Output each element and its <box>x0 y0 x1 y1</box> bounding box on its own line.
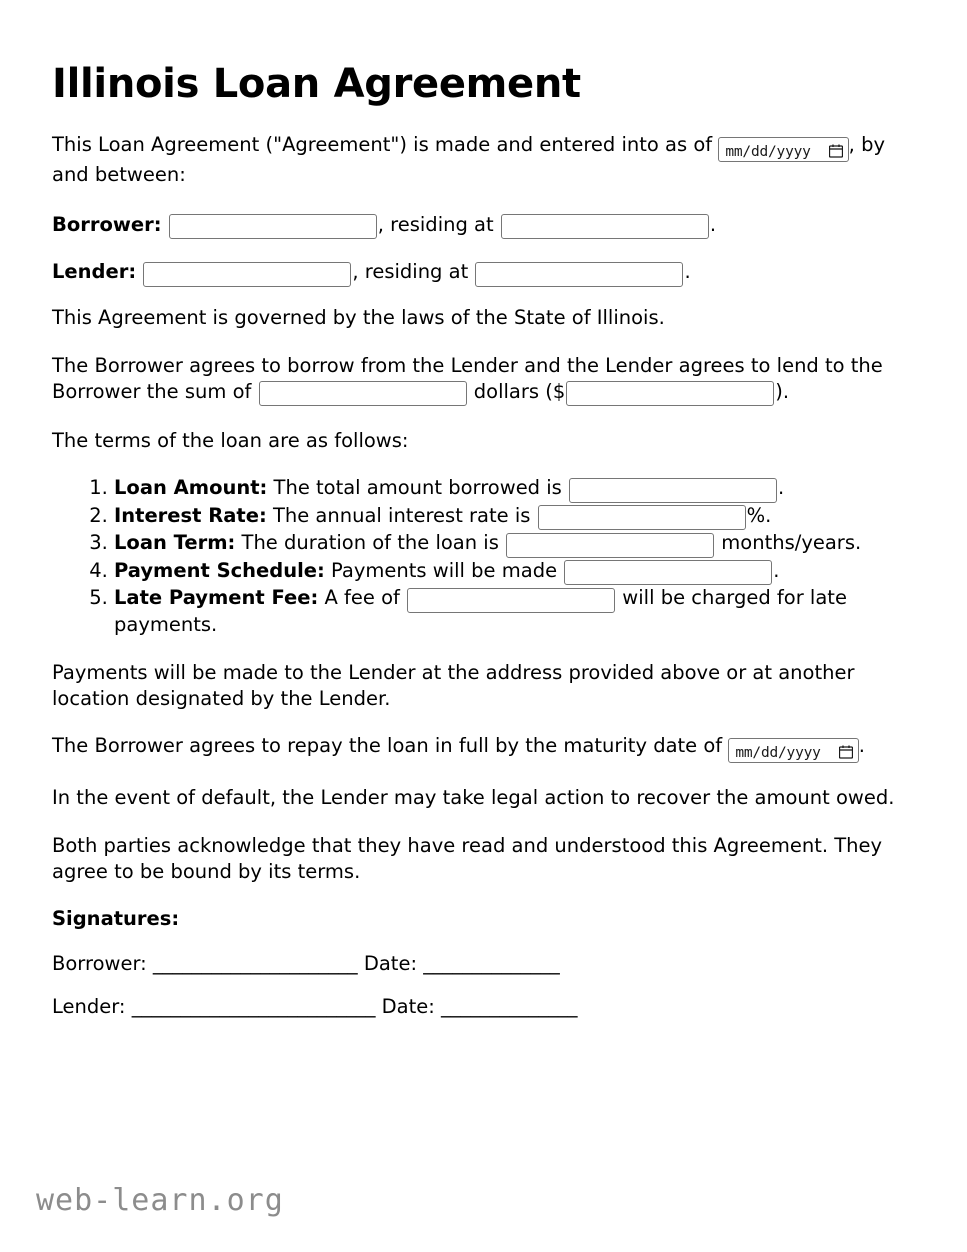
signature-lender-label: Lender: <box>52 995 132 1019</box>
list-item <box>114 504 915 531</box>
signature-borrower-date-line[interactable]: ______________ <box>423 952 560 976</box>
lender-line <box>52 257 915 287</box>
intro-paragraph <box>52 132 915 188</box>
term-label-payment-schedule: Payment Schedule: <box>114 558 325 582</box>
list-item <box>114 531 915 558</box>
term-text-after-interest-rate: %. <box>746 503 772 527</box>
signature-borrower-line[interactable]: _____________________ <box>152 952 358 976</box>
payment-location-paragraph: Payments will be made to the Lender at the address provided above or at another location designated by the Lender. <box>52 660 855 710</box>
signature-row-borrower <box>52 952 915 975</box>
lender-residing-text: , residing at <box>352 260 469 284</box>
payment-schedule-input[interactable] <box>564 560 772 585</box>
loan-amount-input[interactable] <box>569 478 777 503</box>
term-text-after-loan-amount: . <box>778 476 785 500</box>
term-text-after-late-fee: will be charged for late payments. <box>114 586 847 636</box>
loan-terms-list <box>52 476 915 637</box>
lender-line-end: . <box>684 260 691 284</box>
maturity-text-before-date: The Borrower agrees to repay the loan in full by the maturity date of <box>52 734 723 758</box>
sum-clause-paragraph <box>52 353 915 406</box>
borrower-label: Borrower: <box>52 212 162 236</box>
signature-lender-date-line[interactable]: ______________ <box>441 995 578 1019</box>
default-clause-paragraph: In the event of default, the Lender may take legal action to recover the amount owed. <box>52 786 895 810</box>
borrower-name-input[interactable] <box>169 214 377 239</box>
signatures-heading: Signatures: <box>52 907 180 931</box>
list-item <box>114 476 915 503</box>
signature-row-lender <box>52 995 915 1018</box>
term-text-before-interest-rate: The annual interest rate is <box>272 503 531 527</box>
maturity-date-input[interactable] <box>728 738 858 763</box>
terms-intro: The terms of the loan are as follows: <box>52 429 409 453</box>
late-payment-fee-input[interactable] <box>407 588 615 613</box>
borrower-line <box>52 210 915 240</box>
list-item <box>114 559 915 586</box>
calendar-icon[interactable] <box>839 745 853 759</box>
term-text-before-payment-schedule: Payments will be made <box>331 558 558 582</box>
footer-watermark: web-learn.org <box>36 1183 284 1218</box>
term-text-before-loan-term: The duration of the loan is <box>241 531 499 555</box>
term-text-before-loan-amount: The total amount borrowed is <box>273 476 562 500</box>
term-label-loan-amount: Loan Amount: <box>114 476 268 500</box>
lender-name-input[interactable] <box>143 262 351 287</box>
maturity-text-after-date: . <box>858 734 865 758</box>
lender-address-input[interactable] <box>475 262 683 287</box>
signature-borrower-date-label: Date: <box>357 952 424 976</box>
lender-label: Lender: <box>52 260 137 284</box>
sum-clause-middle: dollars ($ <box>473 379 566 403</box>
intro-text-before-date: This Loan Agreement ("Agreement") is made and entered into as of <box>52 133 713 156</box>
calendar-icon[interactable] <box>829 144 843 158</box>
term-label-loan-term: Loan Term: <box>114 531 236 555</box>
sum-clause-after: ). <box>775 379 790 403</box>
term-text-after-payment-schedule: . <box>773 558 780 582</box>
intro-text-after-date: , by and between: <box>52 133 885 186</box>
loan-sum-amount-input[interactable] <box>566 381 774 406</box>
page-title: Illinois Loan Agreement <box>52 61 581 107</box>
sum-clause-before: The Borrower agrees to borrow from the Lender and the Lender agrees to lend to the Borrower the sum of <box>52 353 883 403</box>
term-label-late-fee: Late Payment Fee: <box>114 586 319 610</box>
signature-borrower-label: Borrower: <box>52 952 153 976</box>
signature-lender-date-label: Date: <box>375 995 442 1019</box>
agreement-date-input[interactable] <box>718 137 848 162</box>
loan-term-input[interactable] <box>506 533 714 558</box>
borrower-line-end: . <box>709 212 717 236</box>
acknowledgement-paragraph: Both parties acknowledge that they have read and understood this Agreement. They agree to be bound by its terms. <box>52 834 883 884</box>
borrower-address-input[interactable] <box>501 214 709 239</box>
term-text-after-loan-term: months/years. <box>721 531 862 555</box>
list-item <box>114 586 915 637</box>
term-label-interest-rate: Interest Rate: <box>114 503 267 527</box>
term-text-before-late-fee: A fee of <box>324 586 400 610</box>
governing-law-paragraph: This Agreement is governed by the laws of the State of Illinois. <box>52 305 665 329</box>
maturity-paragraph <box>52 733 915 763</box>
borrower-residing-text: , residing at <box>377 212 494 236</box>
agreement-date-placeholder: mm/dd/yyyy <box>725 144 811 160</box>
maturity-date-placeholder: mm/dd/yyyy <box>735 745 821 762</box>
signature-lender-line[interactable]: _________________________ <box>131 995 376 1019</box>
interest-rate-input[interactable] <box>538 505 746 530</box>
loan-sum-words-input[interactable] <box>259 381 467 406</box>
